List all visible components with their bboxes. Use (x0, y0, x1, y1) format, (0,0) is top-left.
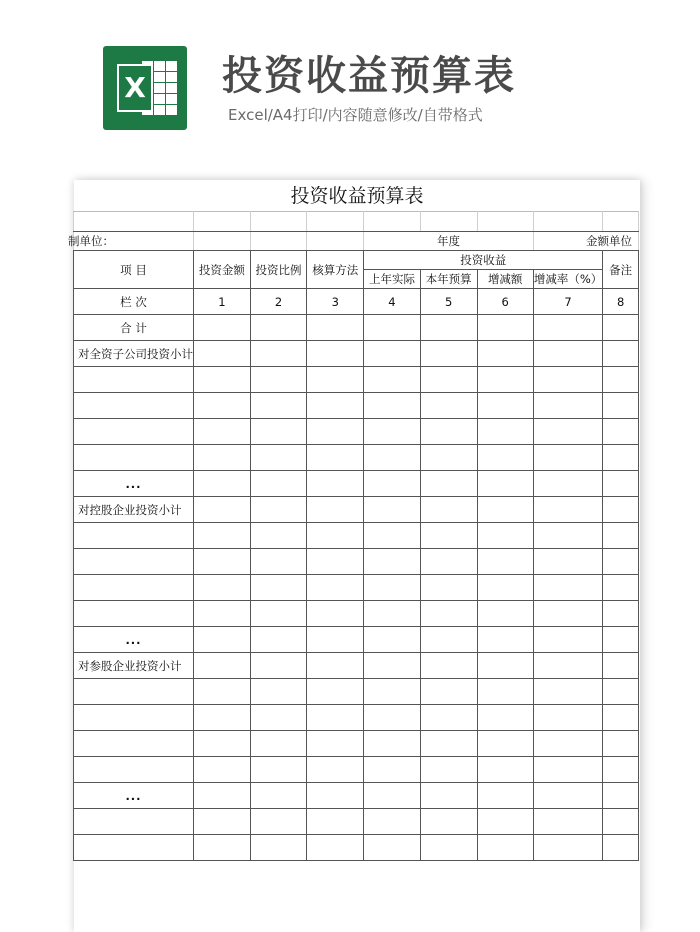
page-title: 投资收益预算表 (222, 53, 516, 99)
table-row (74, 471, 639, 497)
info-row (74, 232, 639, 251)
table-row (74, 653, 639, 679)
table-row (74, 341, 639, 367)
header-row-1 (74, 251, 639, 270)
spreadsheet-preview (68, 180, 640, 932)
this-year-header: 本年预算 (420, 270, 477, 289)
change-header: 增减额 (477, 270, 533, 289)
col-number: 5 (420, 289, 477, 315)
ellipsis-marker: ... (74, 471, 194, 497)
col-number: 4 (364, 289, 421, 315)
change-rate-header: 增减率（%） (533, 270, 602, 289)
section-subtotal-label: 对控股企业投资小计 (74, 497, 194, 523)
table-row (74, 393, 639, 419)
table-row (74, 627, 639, 653)
page-subtitle: Excel/A4打印/内容随意修改/自带格式 (228, 106, 483, 124)
table-row (74, 783, 639, 809)
method-header: 核算方法 (307, 251, 364, 289)
column-row-label: 栏 次 (74, 289, 194, 315)
column-number-row (74, 289, 639, 315)
amount-unit-label: 金额单位 (533, 232, 638, 251)
remark-header: 备注 (603, 251, 639, 289)
table-row (74, 445, 639, 471)
col-number: 7 (533, 289, 602, 315)
year-label: 年度 (364, 232, 534, 251)
excel-x-mark: X (117, 64, 153, 112)
table-row (74, 835, 639, 861)
income-group-header: 投资收益 (364, 251, 603, 270)
table-row (74, 679, 639, 705)
table-row (74, 731, 639, 757)
col-number: 6 (477, 289, 533, 315)
ratio-header: 投资比例 (250, 251, 307, 289)
total-row (74, 315, 639, 341)
ellipsis-marker: ... (74, 783, 194, 809)
table-row (74, 549, 639, 575)
table-row (74, 575, 639, 601)
last-year-header: 上年实际 (364, 270, 421, 289)
excel-logo-icon (103, 46, 187, 130)
amount-header: 投资金额 (194, 251, 251, 289)
col-number: 3 (307, 289, 364, 315)
table-row (74, 367, 639, 393)
col-number: 2 (250, 289, 307, 315)
total-label: 合 计 (74, 315, 194, 341)
table-row (74, 497, 639, 523)
col-number: 1 (194, 289, 251, 315)
table-row (74, 523, 639, 549)
table-row (74, 419, 639, 445)
ellipsis-marker: ... (74, 627, 194, 653)
section-subtotal-label: 对参股企业投资小计 (74, 653, 194, 679)
table-row (74, 705, 639, 731)
col-number: 8 (603, 289, 639, 315)
unit-label: 制单位： (74, 232, 194, 251)
table-row (74, 601, 639, 627)
table-row (74, 757, 639, 783)
table-row (74, 809, 639, 835)
blank-row (74, 212, 639, 232)
table-body (74, 341, 639, 861)
sheet-title: 投资收益预算表 (290, 185, 424, 207)
section-subtotal-label: 对全资子公司投资小计 (74, 341, 194, 367)
item-header: 项 目 (74, 251, 194, 289)
budget-table (68, 211, 639, 861)
